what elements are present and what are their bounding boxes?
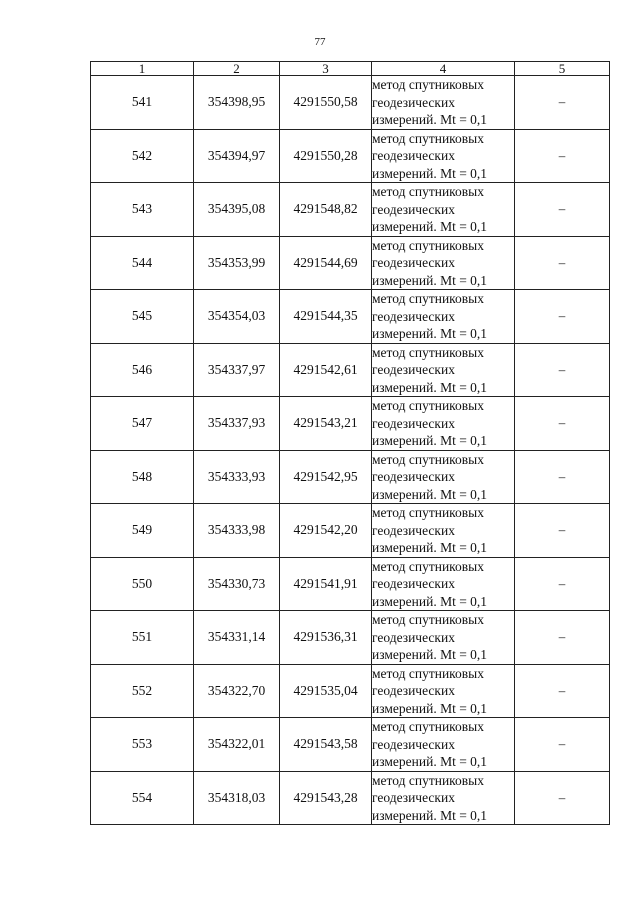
x-coordinate: 354337,93 xyxy=(194,397,280,451)
y-coordinate: 4291535,04 xyxy=(280,664,372,718)
y-coordinate: 4291543,58 xyxy=(280,718,372,772)
y-coordinate: 4291543,21 xyxy=(280,397,372,451)
point-number: 550 xyxy=(91,557,194,611)
point-number: 547 xyxy=(91,397,194,451)
method-cell xyxy=(372,76,515,130)
column-5-value: – xyxy=(515,504,610,558)
method-cell xyxy=(372,129,515,183)
method-line: геодезических xyxy=(372,790,455,805)
column-5-value: – xyxy=(515,771,610,825)
method-line: измерений. Mt = 0,1 xyxy=(372,540,488,555)
method-line: измерений. Mt = 0,1 xyxy=(372,807,488,823)
x-coordinate: 354322,01 xyxy=(194,718,280,772)
x-coordinate: 354330,73 xyxy=(194,557,280,611)
method-line: измерений. Mt = 0,1 xyxy=(372,486,488,502)
point-number: 543 xyxy=(91,183,194,237)
table-row xyxy=(91,290,610,344)
x-coordinate: 354354,03 xyxy=(194,290,280,344)
column-header-4: 4 xyxy=(372,62,515,76)
point-number: 551 xyxy=(91,611,194,665)
method-line: геодезических xyxy=(372,201,455,217)
column-5-value: – xyxy=(515,76,610,130)
method-line: метод спутниковых xyxy=(372,612,484,627)
method-line: метод спутниковых xyxy=(372,291,484,306)
column-5-value: – xyxy=(515,236,610,290)
column-5-value: – xyxy=(515,664,610,718)
y-coordinate: 4291544,35 xyxy=(280,290,372,344)
column-header-1: 1 xyxy=(91,62,194,76)
column-header-5: 5 xyxy=(515,62,610,76)
x-coordinate: 354331,14 xyxy=(194,611,280,665)
table-row xyxy=(91,129,610,183)
x-coordinate: 354337,97 xyxy=(194,343,280,397)
method-cell xyxy=(372,718,515,772)
table-row xyxy=(91,611,610,665)
column-5-value: – xyxy=(515,290,610,344)
column-header-3: 3 xyxy=(280,62,372,76)
method-cell xyxy=(372,290,515,344)
point-number: 553 xyxy=(91,718,194,772)
column-5-value: – xyxy=(515,343,610,397)
coordinates-table xyxy=(90,61,610,825)
method-cell xyxy=(372,343,515,397)
point-number: 541 xyxy=(91,76,194,130)
method-line: измерений. Mt = 0,1 xyxy=(372,272,488,288)
table-row xyxy=(91,236,610,290)
method-line: метод спутниковых xyxy=(372,558,484,574)
method-cell xyxy=(372,450,515,504)
method-line: измерений. Mt = 0,1 xyxy=(372,593,488,609)
method-cell xyxy=(372,611,515,665)
method-line: измерений. Mt = 0,1 xyxy=(372,379,488,395)
column-5-value: – xyxy=(515,129,610,183)
table-row xyxy=(91,718,610,772)
method-line: геодезических xyxy=(372,576,455,591)
method-line: метод спутниковых xyxy=(372,451,484,467)
column-5-value: – xyxy=(515,611,610,665)
column-5-value: – xyxy=(515,718,610,772)
column-5-value: – xyxy=(515,557,610,611)
table-row xyxy=(91,557,610,611)
method-line: метод спутниковых xyxy=(372,77,484,92)
x-coordinate: 354318,03 xyxy=(194,771,280,825)
point-number: 554 xyxy=(91,771,194,825)
y-coordinate: 4291543,28 xyxy=(280,771,372,825)
header-row xyxy=(91,62,610,76)
x-coordinate: 354322,70 xyxy=(194,664,280,718)
method-line: измерений. Mt = 0,1 xyxy=(372,112,488,127)
x-coordinate: 354353,99 xyxy=(194,236,280,290)
method-line: метод спутниковых xyxy=(372,130,484,146)
method-cell xyxy=(372,183,515,237)
method-line: метод спутниковых xyxy=(372,184,484,199)
y-coordinate: 4291541,91 xyxy=(280,557,372,611)
table-body xyxy=(91,76,610,825)
point-number: 552 xyxy=(91,664,194,718)
y-coordinate: 4291548,82 xyxy=(280,183,372,237)
method-line: геодезических xyxy=(372,362,455,377)
point-number: 542 xyxy=(91,129,194,183)
x-coordinate: 354395,08 xyxy=(194,183,280,237)
method-line: измерений. Mt = 0,1 xyxy=(372,326,488,341)
method-line: измерений. Mt = 0,1 xyxy=(372,219,488,234)
method-line: метод спутниковых xyxy=(372,237,484,253)
method-line: измерений. Mt = 0,1 xyxy=(372,754,488,769)
y-coordinate: 4291550,28 xyxy=(280,129,372,183)
table-row xyxy=(91,183,610,237)
x-coordinate: 354333,93 xyxy=(194,450,280,504)
y-coordinate: 4291550,58 xyxy=(280,76,372,130)
column-5-value: – xyxy=(515,183,610,237)
method-line: геодезических xyxy=(372,308,455,324)
column-5-value: – xyxy=(515,397,610,451)
method-line: измерений. Mt = 0,1 xyxy=(372,647,488,662)
table-row xyxy=(91,771,610,825)
x-coordinate: 354394,97 xyxy=(194,129,280,183)
point-number: 546 xyxy=(91,343,194,397)
point-number: 549 xyxy=(91,504,194,558)
method-line: геодезических xyxy=(372,94,455,110)
page-number: 77 xyxy=(314,36,326,48)
table-row xyxy=(91,397,610,451)
method-line: метод спутниковых xyxy=(372,344,484,360)
method-line: метод спутниковых xyxy=(372,398,484,413)
method-line: измерений. Mt = 0,1 xyxy=(372,700,488,716)
method-cell xyxy=(372,557,515,611)
table-row xyxy=(91,343,610,397)
y-coordinate: 4291544,69 xyxy=(280,236,372,290)
point-number: 544 xyxy=(91,236,194,290)
method-line: метод спутниковых xyxy=(372,665,484,681)
method-line: геодезических xyxy=(372,522,455,538)
table-row xyxy=(91,450,610,504)
method-line: геодезических xyxy=(372,469,455,484)
x-coordinate: 354398,95 xyxy=(194,76,280,130)
method-line: измерений. Mt = 0,1 xyxy=(372,433,488,448)
column-5-value: – xyxy=(515,450,610,504)
method-cell xyxy=(372,664,515,718)
point-number: 548 xyxy=(91,450,194,504)
table-row xyxy=(91,504,610,558)
y-coordinate: 4291536,31 xyxy=(280,611,372,665)
method-line: измерений. Mt = 0,1 xyxy=(372,165,488,181)
method-line: метод спутниковых xyxy=(372,719,484,734)
method-cell xyxy=(372,236,515,290)
method-cell xyxy=(372,397,515,451)
method-line: геодезических xyxy=(372,415,455,431)
method-cell xyxy=(372,504,515,558)
method-line: геодезических xyxy=(372,629,455,645)
method-line: метод спутниковых xyxy=(372,772,484,788)
method-line: геодезических xyxy=(372,255,455,270)
column-header-2: 2 xyxy=(194,62,280,76)
y-coordinate: 4291542,95 xyxy=(280,450,372,504)
y-coordinate: 4291542,20 xyxy=(280,504,372,558)
method-line: геодезических xyxy=(372,683,455,698)
table-row xyxy=(91,76,610,130)
point-number: 545 xyxy=(91,290,194,344)
x-coordinate: 354333,98 xyxy=(194,504,280,558)
method-line: метод спутниковых xyxy=(372,505,484,520)
y-coordinate: 4291542,61 xyxy=(280,343,372,397)
table-row xyxy=(91,664,610,718)
method-line: геодезических xyxy=(372,736,455,752)
method-cell xyxy=(372,771,515,825)
method-line: геодезических xyxy=(372,148,455,163)
